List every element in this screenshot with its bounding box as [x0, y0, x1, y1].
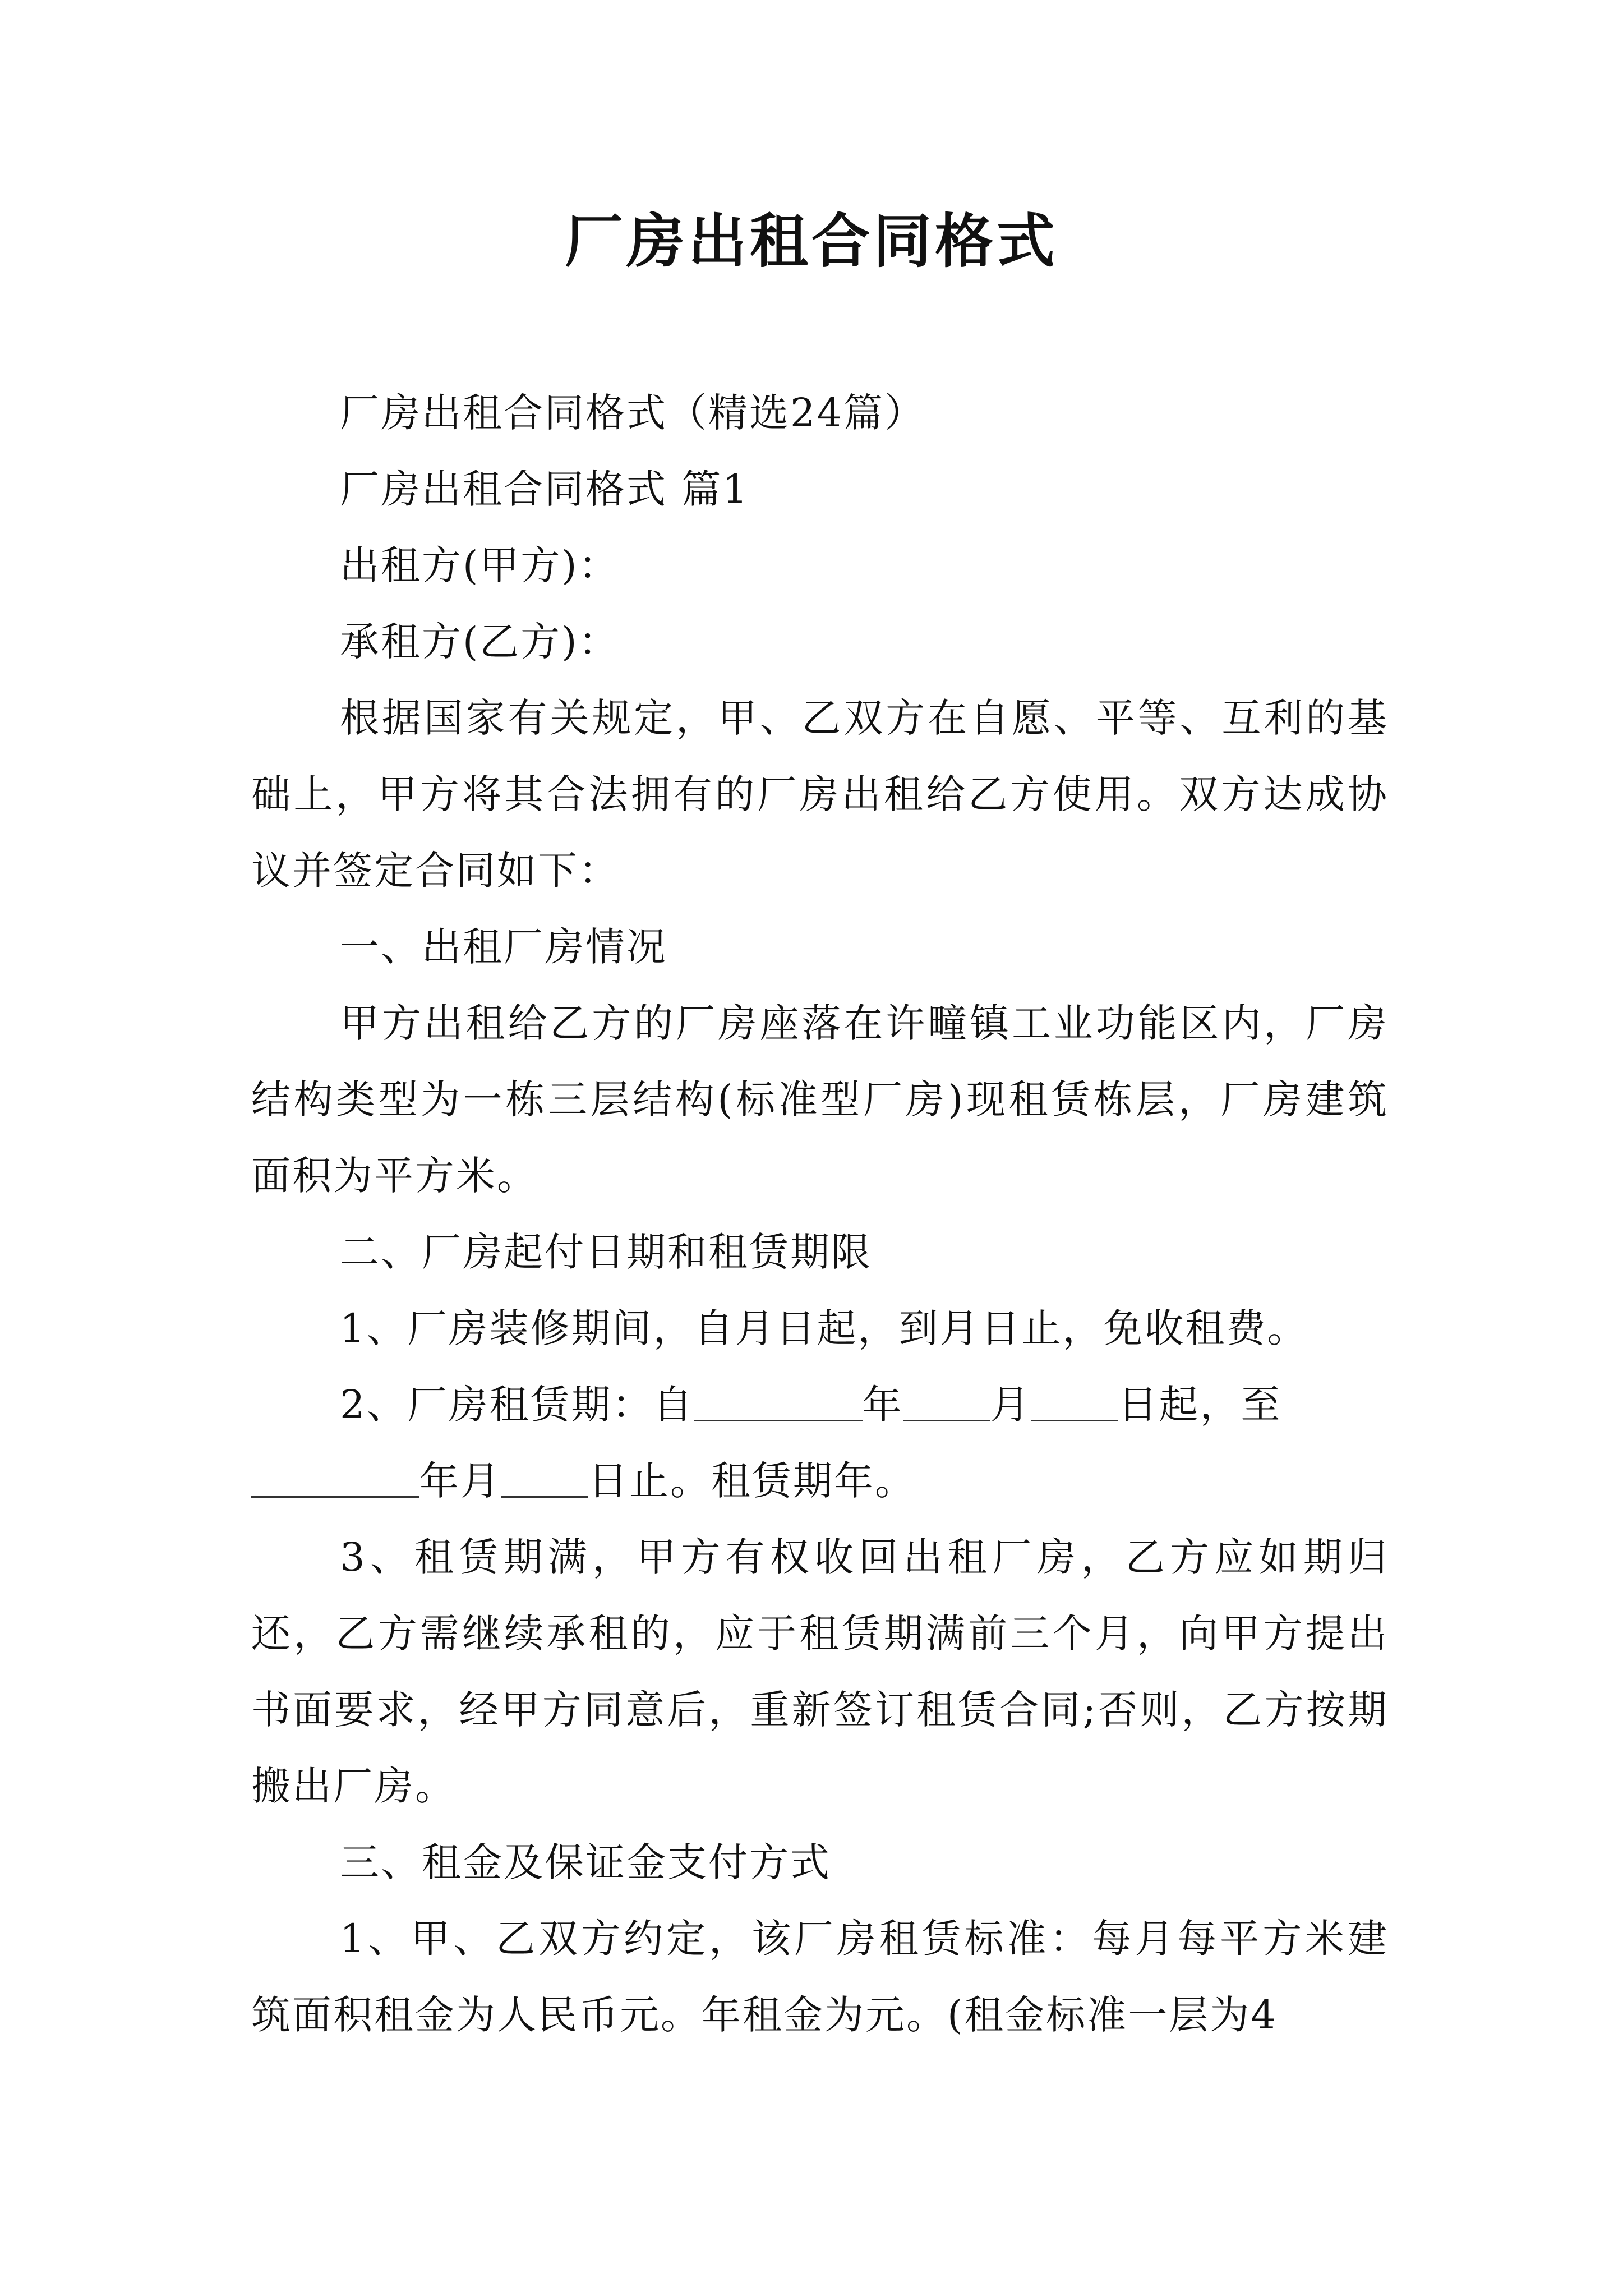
- section-heading-3: 三、租金及保证金支付方式: [340, 1839, 831, 1885]
- lease-term-text-4: 日起，至: [1118, 1382, 1282, 1428]
- lease-term-text-3: 月: [990, 1382, 1031, 1428]
- document-title: 厂房出租合同格式: [564, 206, 1058, 275]
- blank-start-year: [694, 1386, 863, 1421]
- lessor-line: 出租方(甲方)：: [340, 542, 620, 588]
- renovation-period-paragraph: 1、厂房装修期间，自月日起，到月日止，免收租费。: [340, 1305, 1308, 1351]
- factory-description-paragraph: 甲方出租给乙方的厂房座落在许疃镇工业功能区内，厂房结构类型为一栋三层结构(标准型厂房)现租赁栋层，厂房建筑面积为平方米。: [251, 1000, 1389, 1199]
- lease-term-paragraph: [251, 1366, 1389, 1519]
- lease-term-text-5: 年月: [419, 1458, 501, 1504]
- section-heading-article-1: 厂房出租合同格式 篇1: [340, 466, 749, 512]
- blank-end-day: [501, 1462, 588, 1498]
- document-body: [251, 375, 1389, 2053]
- lease-expiry-paragraph: 3、租赁期满，甲方有权收回出租厂房，乙方应如期归还，乙方需继续承租的，应于租赁期满前三个月，向甲方提出书面要求，经甲方同意后，重新签订租赁合同;否则，乙方按期搬出厂房。: [251, 1534, 1389, 1809]
- section-heading-2: 二、厂房起付日期和租赁期限: [340, 1229, 872, 1275]
- blank-end-year: [251, 1462, 419, 1498]
- blank-start-month: [903, 1386, 990, 1421]
- lease-term-text-2: 年: [862, 1382, 903, 1428]
- blank-start-day: [1031, 1386, 1118, 1421]
- rent-standard-paragraph: 1、甲、乙双方约定，该厂房租赁标准：每月每平方米建筑面积租金为人民币元。年租金为元。(租金标准一层为4: [251, 1916, 1389, 2038]
- preamble-paragraph: 根据国家有关规定，甲、乙双方在自愿、平等、互利的基础上，甲方将其合法拥有的厂房出租给乙方使用。双方达成协议并签定合同如下：: [251, 695, 1389, 894]
- lessee-line: 承租方(乙方)：: [340, 619, 620, 665]
- lease-term-text-1: 2、厂房租赁期：自: [340, 1382, 694, 1428]
- lease-term-text-6: 日止。租赁期年。: [588, 1458, 916, 1504]
- section-heading-1: 一、出租厂房情况: [340, 924, 667, 970]
- subtitle-line: 厂房出租合同格式（精选24篇）: [340, 390, 926, 436]
